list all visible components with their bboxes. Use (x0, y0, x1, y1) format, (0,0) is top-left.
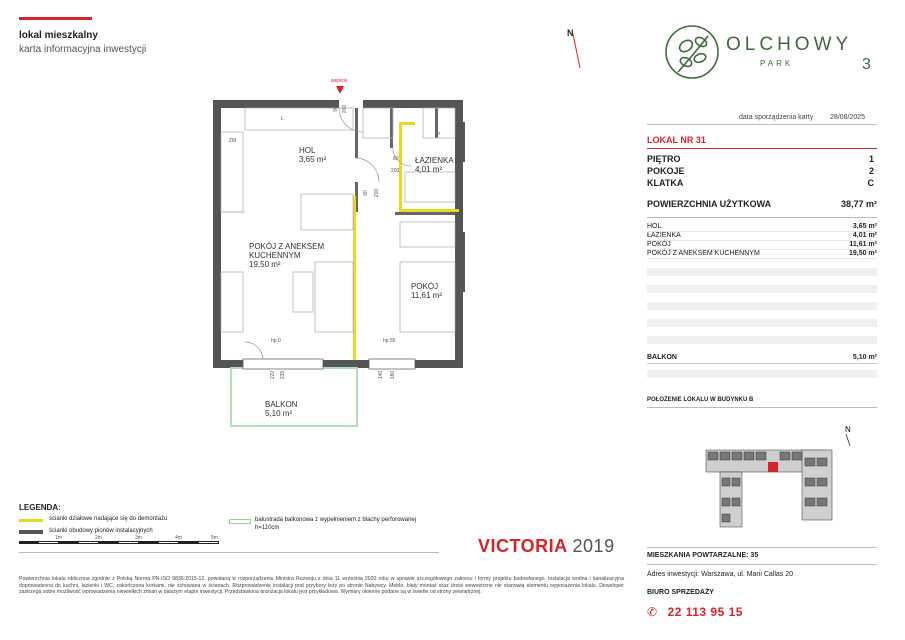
scale-2m: 2m (95, 535, 102, 541)
dim-hp55: hp 55 (383, 338, 396, 344)
floor-plan (205, 72, 485, 442)
hol-label: HOL 3,65 m² (299, 146, 327, 164)
zm-label: ZM (229, 138, 237, 144)
building-map (690, 418, 870, 530)
leaf-logo-icon (664, 22, 724, 82)
scale-3m: 3m (135, 535, 142, 541)
dim-90: 90 (332, 106, 339, 112)
compass-arrow-icon (566, 28, 586, 72)
card-date: 28/08/2025 (830, 114, 866, 121)
victoria-year: 2019 (572, 536, 615, 556)
header-red-bar (19, 17, 92, 20)
dim-200-b: 200 (391, 168, 400, 174)
logo-number: 3 (862, 56, 871, 73)
unit-panel (647, 124, 877, 378)
l-label: L (281, 116, 284, 122)
legend-item-balustrade: balustrada balkonowa z wypełnieniem z blachy perforowanej h=110cm (255, 517, 417, 531)
scale-5m: 5m (211, 535, 218, 541)
scale-4m: 4m (175, 535, 182, 541)
lazienka-label: ŁAZIENKA 4,01 m² (415, 156, 454, 174)
room-row: POKÓJ Z ANEKSEM KUCHENNYM 19,50 m² (647, 250, 877, 257)
usable-area-value: 38,77 m² (840, 199, 877, 209)
dim-180: 180 (390, 370, 397, 380)
legend-item-shafts: ścianki obudowy pionów instalacyjnych (49, 528, 153, 534)
unit-title: LOKAL NR 31 (647, 135, 706, 145)
p-label: P (437, 132, 441, 138)
repeat-divider (647, 564, 877, 565)
sales-label: BIURO SPRZEDAŻY (647, 589, 714, 596)
floor-plan-drawing (205, 72, 485, 442)
dim-hp0: hp 0 (271, 338, 281, 344)
scale-bar (19, 541, 219, 545)
legend-item-demolish: ścianki działowe nadające się do demontażu (49, 516, 168, 522)
phone-icon: ✆ (647, 605, 658, 619)
location-title: POŁOŻENIE LOKALU W BUDYNKU B (647, 397, 754, 403)
usable-area-row (647, 199, 877, 209)
legend-title: LEGENDA: (19, 503, 61, 512)
usable-area-label: POWIERZCHNIA UŻYTKOWA (647, 199, 772, 209)
dim-220: 220 (270, 370, 277, 380)
address-label: Adres inwestycji: Warszawa, ul. Marii Callas 20 (647, 571, 794, 578)
unit-rows (647, 154, 877, 190)
logo (664, 22, 884, 82)
compass (566, 28, 586, 72)
pokoj-label: POKÓJ 11,61 m² (411, 282, 442, 300)
dim-200-c: 200 (374, 188, 381, 198)
empty-rows (647, 268, 877, 344)
scale-1m: 1m (55, 535, 62, 541)
card-date-label: data sporządzenia karty (739, 114, 814, 121)
logo-sub: PARK (760, 59, 794, 68)
logo-name: OLCHOWY (726, 34, 853, 55)
room-list (647, 223, 877, 259)
victoria-logo (478, 536, 615, 557)
location-divider-bottom (647, 547, 877, 548)
building-map-icon (690, 418, 870, 530)
dim-200-a: 200 (342, 104, 349, 114)
room-row: POKÓJ 11,61 m² (647, 241, 877, 248)
legend-dark-swatch (19, 530, 43, 534)
legend-yellow-swatch (19, 519, 43, 522)
location-divider (647, 407, 877, 408)
unit-row-staircase: KLATKA C (647, 178, 874, 188)
repeat-label: MIESZKANIA POWTARZALNE: 35 (647, 552, 759, 559)
legend-green-swatch (229, 519, 251, 524)
balcony-row: BALKON 5,10 m² (647, 354, 877, 364)
entrance-label: wejście (331, 78, 348, 84)
room-row: ŁAZIENKA 4,01 m² (647, 232, 877, 239)
unit-row-floor: PIĘTRO 1 (647, 154, 874, 164)
dim-80-a: 80 (393, 156, 399, 162)
dim-235: 235 (280, 370, 287, 380)
phone-number: 22 113 95 15 (667, 605, 743, 619)
svg-text:N: N (845, 425, 851, 434)
dim-80-b: 80 (362, 190, 369, 196)
unit-row-rooms: POKOJE 2 (647, 166, 874, 176)
dim-140: 140 (378, 370, 385, 380)
aneks-label: POKÓJ Z ANEKSEM KUCHENNYM 19,50 m² (249, 242, 325, 269)
balkon-label: BALKON 5,10 m² (265, 400, 298, 418)
victoria-word: VICTORIA (478, 536, 568, 556)
unit-location-marker (768, 462, 778, 472)
header-title: lokal mieszkalny (19, 30, 98, 41)
phone-row (647, 603, 743, 621)
compass-letter: N (567, 28, 574, 38)
legend (19, 503, 439, 541)
disclaimer: Powierzchnia lokalu obliczona zgodnie z Polską Normą PN-ISO 9836:2015-12, powołaną w rozporządzeniu Ministra Rozwoju z dnia 11 września 2020 roku w sprawie szczegółowego zakresu i formy projektu budowlanego. Instalacja wodna i kanalizacyjna doprowadzona do kuchni, łazienki i WC, zakończona korkami, nie schowana w ścianach. Rozprowadzenie instalacji pod przybory leży po stronie Nabywcy. Meble, biały montaż oraz drzwi wewnętrzne nie stanowią elementu wyposażenia lokalu. Deweloper zastrzega sobie możliwość wprowadzenia niewielkich zmian w dalszym etapie inwestycji. Przedstawiona aranżacja lokalu jest przykładowa. Wymiary okienne podane są w świetle od strony zewnętrznej. (19, 576, 624, 596)
header-subtitle: karta informacyjna inwestycji (19, 44, 147, 55)
entrance-marker (336, 86, 344, 94)
room-row: HOL 3,65 m² (647, 223, 877, 230)
legend-divider (19, 552, 439, 553)
